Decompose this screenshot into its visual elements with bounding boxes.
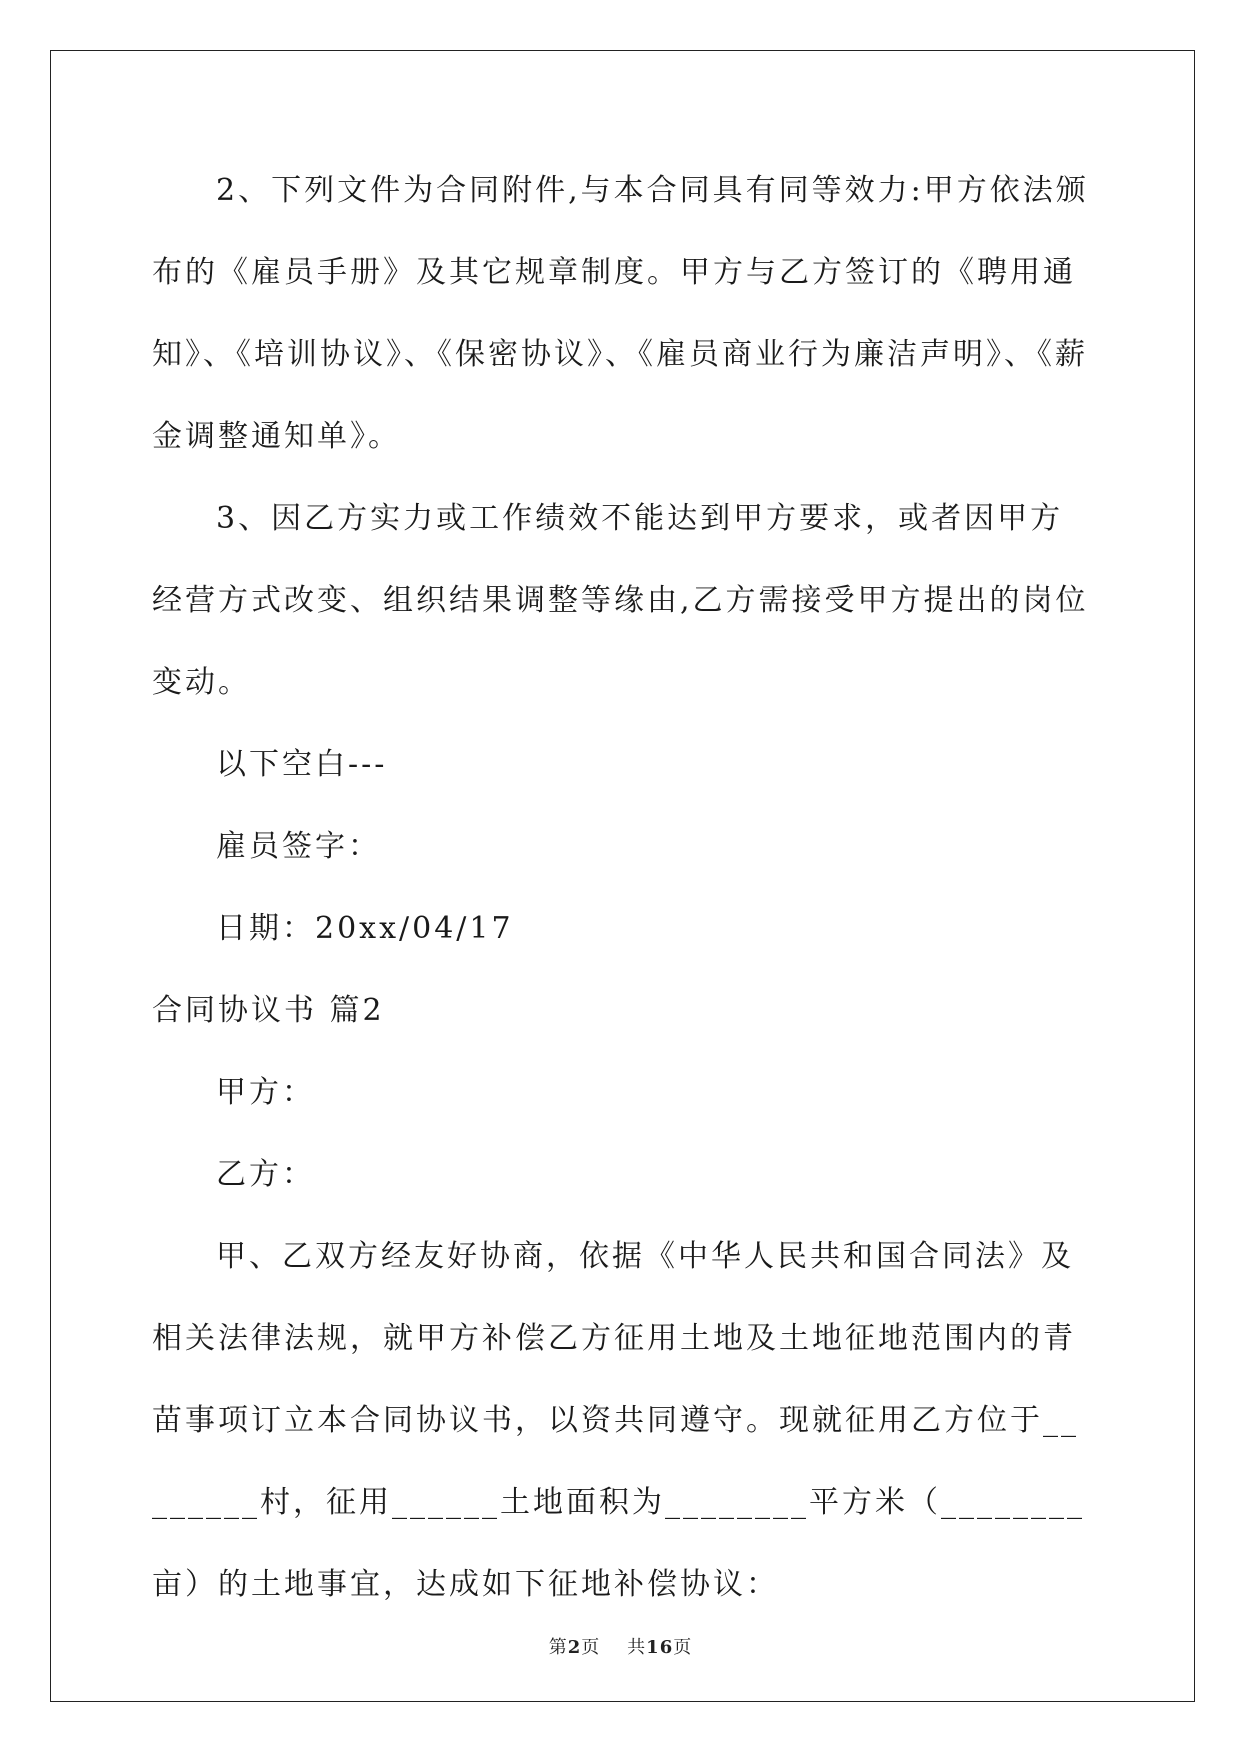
paragraph-employee-signature: 雇员签字： <box>216 829 381 864</box>
paragraph-agreement-intro: 甲、乙双方经友好协商，依据《中华人民共和国合同法》及相关法律法规，就甲方补偿乙方征用土地及土地征地范围内的青苗事项订立本合同协议书，以资共同遵守。现就征用乙方位于________村，征用______土地面积为________平方米（________亩）的土地事宜，达成如下征地补偿协议： <box>152 1239 1085 1602</box>
footer-total-prefix: 共 <box>627 1637 647 1658</box>
paragraph-party-a: 甲方： <box>216 1075 315 1110</box>
footer-prefix: 第 <box>548 1637 568 1658</box>
page-footer <box>0 1633 1241 1659</box>
document-body <box>152 150 1092 1626</box>
footer-page-suffix: 页 <box>581 1637 601 1658</box>
paragraph-position-change: 3、因乙方实力或工作绩效不能达到甲方要求，或者因甲方经营方式改变、组织结果调整等缘由,乙方需接受甲方提出的岗位变动。 <box>152 501 1089 700</box>
paragraph-blank-below: 以下空白--- <box>216 747 388 782</box>
paragraph-date: 日期：20xx/04/17 <box>216 911 514 946</box>
footer-page-number: 2 <box>567 1637 582 1658</box>
paragraph-party-b: 乙方： <box>216 1157 315 1192</box>
footer-total-pages: 16 <box>646 1637 674 1658</box>
section-heading: 合同协议书 篇2 <box>152 993 385 1028</box>
footer-total-suffix: 页 <box>673 1637 693 1658</box>
paragraph-attachments: 2、下列文件为合同附件,与本合同具有同等效力:甲方依法颁布的《雇员手册》及其它规章制度。甲方与乙方签订的《聘用通知》、《培训协议》、《保密协议》、《雇员商业行为廉洁声明》、《薪金调整通知单》。 <box>152 173 1089 454</box>
